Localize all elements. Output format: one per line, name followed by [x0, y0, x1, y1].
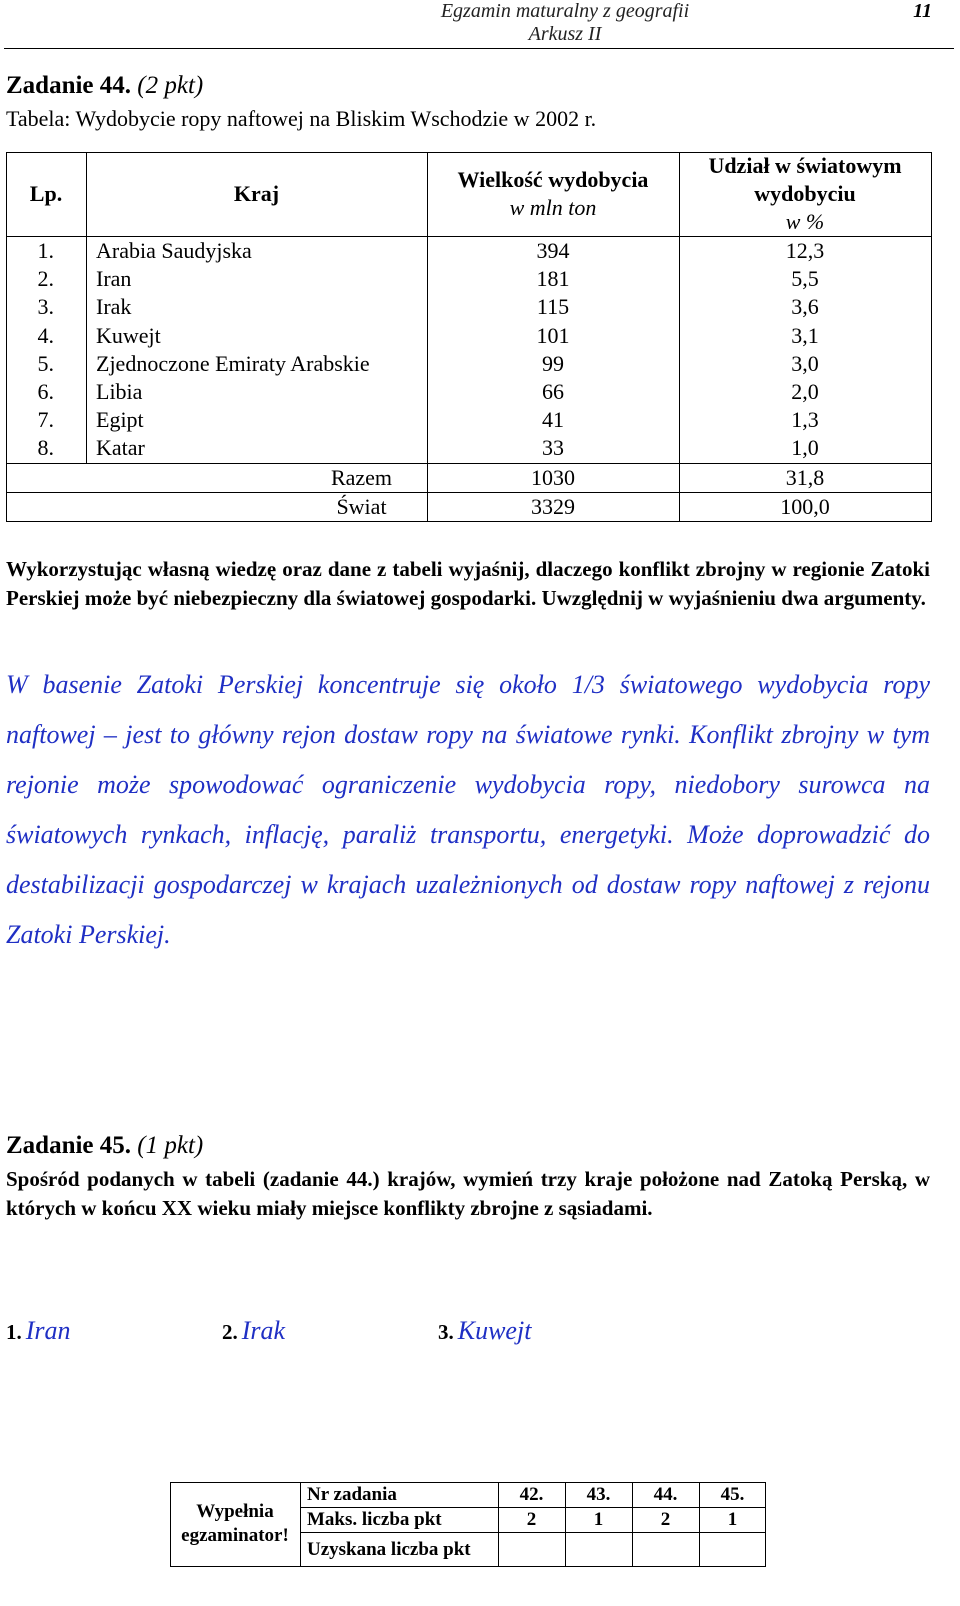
task-number-43: 43.: [586, 1484, 611, 1505]
row-share: 2,0: [791, 379, 819, 404]
row-lp: 1.: [37, 238, 54, 263]
max-points-42: 2: [526, 1509, 537, 1530]
total-production: 1030: [531, 465, 575, 490]
task44-points: (2 pkt): [137, 72, 204, 99]
row-production: 41: [542, 407, 564, 433]
answer-3-num: 3.: [438, 1320, 454, 1344]
fill-label: [170, 1500, 300, 1548]
row-country: Irak: [96, 294, 132, 320]
row-country: Egipt: [96, 407, 144, 433]
row-label-task-number: Nr zadania: [307, 1484, 397, 1505]
task45-answer-2: [222, 1306, 285, 1356]
answer-2-value: Irak: [241, 1316, 286, 1345]
production-label: Wielkość wydobycia: [457, 167, 649, 192]
share-unit: w %: [785, 209, 825, 234]
max-points-43: 1: [593, 1509, 604, 1530]
row-lp: 8.: [37, 435, 54, 461]
share-label: Udział w światowym wydobyciu: [708, 153, 902, 206]
col-header-production: [427, 166, 679, 222]
header-sheet: Arkusz II: [528, 23, 602, 45]
task45-answer-3: [438, 1306, 531, 1356]
col-header-country: Kraj: [233, 181, 280, 206]
total-label: Razem: [330, 465, 393, 490]
row-country: Kuwejt: [96, 322, 161, 348]
answer-1-value: Iran: [25, 1316, 71, 1345]
task44-answer: W basenie Zatoki Perskiej koncentruje się około 1/3 światowego wydobycia ropy naftowej – jest to główny rejon dostaw ropy na światowe rynki. Konflikt zbrojny w tym rejonie może spowodować ograniczenie wydobycia ropy, niedobory surowca na światowych rynkach, inflację, paraliż transportu, energetyki. Może doprowadzić do destabilizacji gospodarczej w krajach uzależnionych od dostaw ropy naftowej z rejonu Zatoki Perskiej.: [6, 670, 930, 949]
row-share: 1,0: [791, 435, 819, 461]
page-number: 11: [913, 0, 932, 22]
row-lp: 3.: [37, 294, 54, 320]
row-production: 99: [542, 350, 564, 376]
row-share: 5,5: [791, 266, 819, 292]
row-label-obtained: Uzyskana liczba pkt: [307, 1539, 471, 1560]
task45-title: [6, 1132, 203, 1160]
header-divider: [4, 48, 954, 49]
row-country: Zjednoczone Emiraty Arabskie: [96, 350, 370, 376]
task-number-42: 42.: [519, 1484, 544, 1505]
row-production: 101: [536, 322, 570, 348]
header-exam-name: Egzamin maturalny z geografii: [440, 0, 690, 22]
task45-question: Spośród podanych w tabeli (zadanie 44.) krajów, wymień trzy kraje położone nad Zatoką Perską, w których w końcu XX wieku miały miejsce konflikty zbrojne z sąsiadami.: [6, 1167, 930, 1220]
row-lp: 2.: [37, 266, 54, 292]
max-points-44: 2: [660, 1509, 671, 1530]
world-production: 3329: [531, 494, 575, 519]
table-caption: Tabela: Wydobycie ropy naftowej na Bliskim Wschodzie w 2002 r.: [6, 106, 597, 131]
col-header-lp: Lp.: [29, 181, 63, 206]
fill-label-line2: egzaminator!: [181, 1525, 289, 1546]
row-production: 66: [542, 379, 564, 404]
row-lp: 5.: [37, 350, 54, 376]
col-header-share: [684, 152, 926, 236]
task44-question: Wykorzystując własną wiedzę oraz dane z tabeli wyjaśnij, dlaczego konflikt zbrojny w regionie Zatoki Perskiej może być niebezpieczny dla światowej gospodarki. Uwzględnij w wyjaśnieniu dwa argumenty.: [6, 557, 930, 610]
row-share: 3,6: [791, 294, 819, 320]
obtained-44[interactable]: [632, 1534, 699, 1564]
production-unit: w mln ton: [509, 195, 597, 220]
task44-label: Zadanie 44.: [6, 72, 132, 99]
task-number-44: 44.: [653, 1484, 678, 1505]
row-label-max-points: Maks. liczba pkt: [307, 1509, 442, 1530]
max-points-45: 1: [727, 1509, 738, 1530]
task-number-45: 45.: [720, 1484, 745, 1505]
task45-points: (1 pkt): [137, 1132, 204, 1159]
total-share: 31,8: [785, 465, 825, 490]
task44-title: [6, 72, 203, 100]
row-production: 394: [536, 238, 570, 263]
row-country: Arabia Saudyjska: [96, 238, 252, 263]
obtained-42[interactable]: [498, 1534, 565, 1564]
fill-label-line1: Wypełnia: [196, 1501, 274, 1522]
world-label: Świat: [336, 494, 387, 519]
row-lp: 6.: [37, 379, 54, 404]
answer-3-value: Kuwejt: [457, 1316, 532, 1345]
task45-label: Zadanie 45.: [6, 1132, 132, 1159]
row-share: 12,3: [785, 238, 825, 263]
header-title: [0, 0, 960, 46]
row-share: 3,1: [791, 322, 819, 348]
row-production: 33: [542, 435, 564, 461]
row-lp: 4.: [37, 322, 54, 348]
row-share: 1,3: [791, 407, 819, 433]
row-country: Iran: [96, 266, 132, 292]
row-lp: 7.: [37, 407, 54, 433]
answer-2-num: 2.: [222, 1320, 238, 1344]
task45-answer-1: [6, 1306, 71, 1356]
obtained-45[interactable]: [699, 1534, 766, 1564]
row-country: Libia: [96, 379, 143, 404]
world-share: 100,0: [780, 494, 830, 519]
obtained-43[interactable]: [565, 1534, 632, 1564]
row-share: 3,0: [791, 350, 819, 376]
row-production: 115: [536, 294, 570, 320]
row-country: Katar: [96, 435, 145, 461]
row-production: 181: [536, 266, 570, 292]
answer-1-num: 1.: [6, 1320, 22, 1344]
